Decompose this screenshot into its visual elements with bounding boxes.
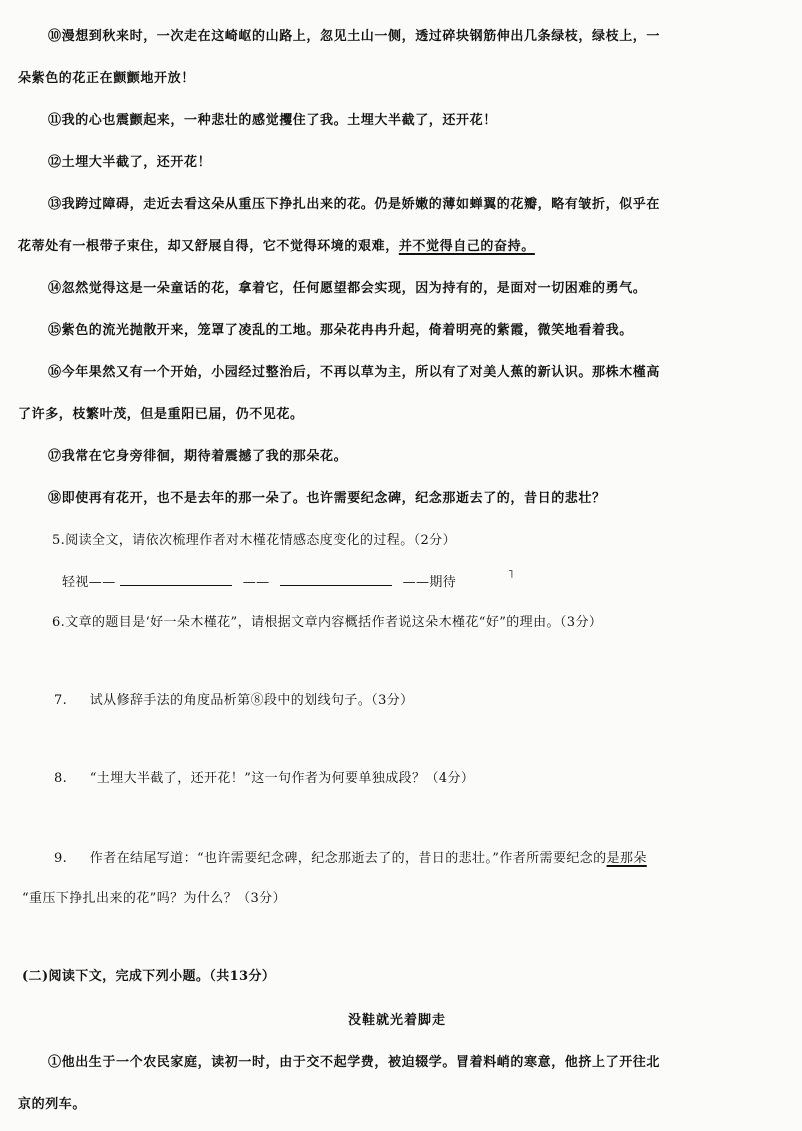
q8-number: 8. [54, 771, 68, 786]
article-title: 没鞋就光着脚走 [348, 1013, 447, 1028]
paragraph-16-line-2: 了许多，枝繁叶茂，但是重阳已届，仍不见花。 [18, 407, 304, 422]
q5-blank-2[interactable] [280, 573, 392, 586]
question-9-line-2: “重压下挣扎出来的花”吗？为什么？（3分） [22, 891, 286, 906]
question-5-answer-row [62, 573, 456, 592]
section-2-header-text: (二)阅读下文，完成下列小题。（共13分） [22, 969, 276, 984]
question-5: 5.阅读全文，请依次梳理作者对木槿花情感态度变化的过程。（2分） [52, 533, 456, 548]
q5-end-label: ——期待 [402, 575, 457, 590]
q5-start-label: 轻视—— [62, 575, 116, 590]
question-9-line-1 [54, 850, 647, 868]
paragraph-13-plain: 花蒂处有一根带子束住，却又舒展自得，它不觉得环境的艰难， [18, 239, 399, 254]
q9-number: 9. [54, 851, 68, 866]
section-2-header [22, 968, 275, 986]
q5-blank-1[interactable] [120, 573, 232, 586]
paragraph-14: ⑭忽然觉得这是一朵童话的花，拿着它，任何愿望都会实现，因为持有的，是面对一切困难的勇气。 [48, 281, 647, 296]
paragraph-13-underlined: 并不觉得自己的奋持。 [398, 239, 535, 254]
q5-dash: —— [242, 575, 270, 590]
paragraph-11: ⑪我的心也震颤起来，一种悲壮的感觉攫住了我。土埋大半截了，还开花！ [48, 113, 497, 128]
q7-text: 试从修辞手法的角度品析第⑧段中的划线句子。（3分） [89, 693, 414, 708]
question-6: 6.文章的题目是‘好一朵木槿花”，请根据文章内容概括作者说这朵木槿花“好”的理由。（3分） [52, 615, 603, 630]
paragraph-10-line-2: 朵紫色的花正在颤颤地开放！ [18, 71, 195, 86]
section-2-paragraph-1-line-2: 京的列车。 [18, 1097, 87, 1112]
paragraph-13-line-1: ⑬我跨过障碍，走近去看这朵从重压下挣扎出来的花。仍是娇嫩的薄如蝉翼的花瓣，略有皱折，似乎在 [48, 197, 661, 212]
paragraph-17: ⑰我常在它身旁徘徊，期待着震撼了我的那朵花。 [48, 449, 348, 464]
paragraph-13-line-2 [18, 238, 535, 256]
corner-mark: ˥ [508, 568, 514, 581]
q9-text-plain: 作者在结尾写道：“也许需要纪念碑，纪念那逝去了的，昔日的悲壮。”作者所需要纪念的 [89, 851, 607, 866]
paragraph-12: ⑫土埋大半截了，还开花！ [48, 155, 212, 170]
q9-text-underlined: 是那朵 [606, 851, 647, 866]
q8-text: “土埋大半截了，还开花！”这一句作者为何要单独成段？（4分） [89, 771, 475, 786]
paragraph-16-line-1: ⑯今年果然又有一个开始，小园经过整治后，不再以草为主，所以有了对美人蕉的新认识。那株木槿高 [48, 365, 661, 380]
question-7 [54, 692, 414, 710]
paragraph-18: ⑱即使再有花开，也不是去年的那一朵了。也许需要纪念碑，纪念那逝去了的，昔日的悲壮？ [48, 491, 606, 506]
question-8 [54, 770, 474, 788]
paragraph-10-line-1: ⑩漫想到秋来时，一次走在这崎岖的山路上，忽见土山一侧，透过碎块钢筋伸出几条绿枝，绿枝上，一 [48, 29, 661, 44]
q7-number: 7. [54, 693, 68, 708]
paragraph-15: ⑮紫色的流光抛散开来，笼罩了凌乱的工地。那朵花冉冉升起，倚着明亮的紫霞，微笑地看着我。 [48, 323, 633, 338]
section-2-paragraph-1-line-1: ①他出生于一个农民家庭，读初一时，由于交不起学费，被迫辍学。冒着料峭的寒意，他挤上了开往北 [48, 1055, 661, 1070]
